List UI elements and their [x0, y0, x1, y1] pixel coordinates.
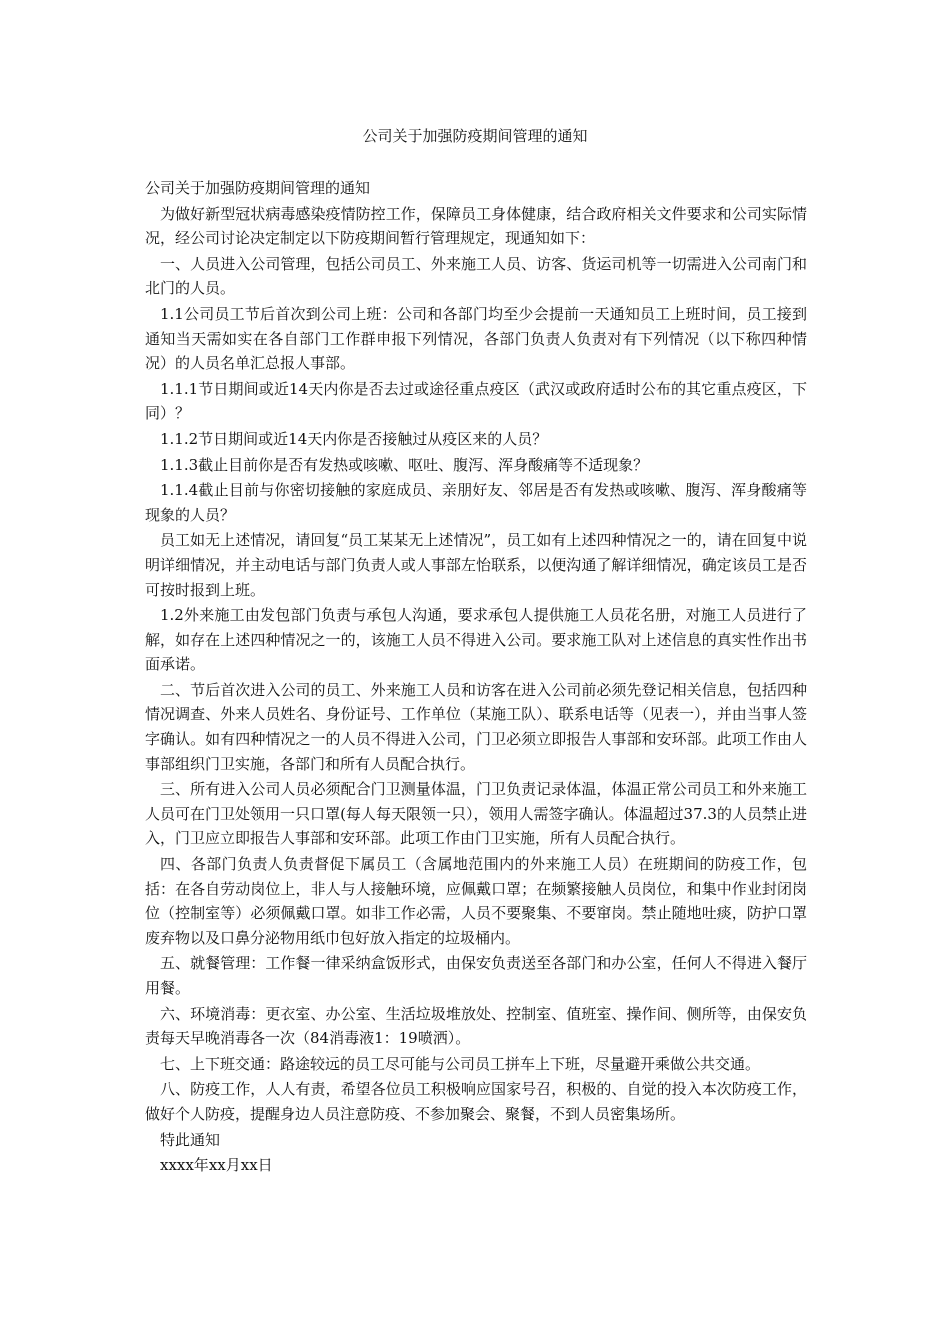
- paragraph-section-4: 四、各部门负责人负责督促下属员工（含属地范围内的外来施工人员）在班期间的防疫工作，包括：在各自劳动岗位上，非人与人接触环境，应佩戴口罩；在频繁接触人员岗位，和集中作业封闭岗位（控制室等）必须佩戴口罩。如非工作必需，人员不要聚集、不要窜岗。禁止随地吐痰，防护口罩废弃物以及口鼻分泌物用纸巾包好放入指定的垃圾桶内。: [145, 855, 807, 947]
- paragraph-1-2: 1.2外来施工由发包部门负责与承包人沟通，要求承包人提供施工人员花名册，对施工人员进行了解，如存在上述四种情况之一的，该施工人员不得进入公司。要求施工队对上述信息的真实性作出书面承诺。: [145, 606, 807, 674]
- closing-notice: 特此通知: [160, 1130, 221, 1149]
- paragraph-reply-instructions: 员工如无上述情况，请回复“员工某某无上述情况”，员工如有上述四种情况之一的，请在回复中说明详细情况，并主动电话与部门负责人或人事部左怡联系，以便沟通了解详细情况，确定该员工是否可按时报到上班。: [145, 531, 807, 599]
- paragraph-1-1: 1.1公司员工节后首次到公司上班：公司和各部门均至少会提前一天通知员工上班时间，员工接到通知当天需如实在各自部门工作群申报下列情况，各部门负责人负责对有下列情况（以下称四种情况）的人员名单汇总报人事部。: [145, 304, 807, 373]
- paragraph-intro: 为做好新型冠状病毒感染疫情防控工作，保障员工身体健康，结合政府相关文件要求和公司实际情况，经公司讨论决定制定以下防疫期间暂行管理规定，现通知如下：: [145, 204, 807, 248]
- paragraph-1-1-4: 1.1.4截止目前与你密切接触的家庭成员、亲朋好友、邻居是否有发热或咳嗽、腹泻、浑身酸痛等现象的人员？: [145, 481, 807, 524]
- paragraph-section-6: 六、环境消毒：更衣室、办公室、生活垃圾堆放处、控制室、值班室、操作间、侧所等，由保安负责每天早晚消毒各一次（84消毒液1：19喷洒）。: [145, 1004, 807, 1048]
- paragraph-section-7: 七、上下班交通：路途较远的员工尽可能与公司员工拼车上下班，尽量避开乘做公共交通。: [160, 1054, 761, 1073]
- document-body: [145, 176, 807, 1179]
- paragraph-section-1: 一、人员进入公司管理，包括公司员工、外来施工人员、访客、货运司机等一切需进入公司南门和北门的人员。: [145, 254, 807, 298]
- paragraph-section-2: 二、节后首次进入公司的员工、外来施工人员和访客在进入公司前必须先登记相关信息，包括四种情况调查、外来人员姓名、身份证号、工作单位（某施工队）、联系电话等（见表一），并由当事人签字确认。如有四种情况之一的人员不得进入公司，门卫必须立即报告人事部和安环部。此项工作由人事部组织门卫实施，各部门和所有人员配合执行。: [145, 680, 807, 773]
- document-title: 公司关于加强防疫期间管理的通知: [362, 127, 588, 145]
- paragraph-1-1-1: 1.1.1节日期间或近14天内你是否去过或途径重点疫区（武汉或政府适时公布的其它重点疫区，下同）？: [145, 379, 807, 423]
- paragraph-section-3: 三、所有进入公司人员必须配合门卫测量体温，门卫负责记录体温，体温正常公司员工和外来施工人员可在门卫处领用一只口罩(每人每天限领一只），领用人需签字确认。体温超过37.3的人员禁止进入，门卫应立即报告人事部和安环部。此项工作由门卫实施，所有人员配合执行。: [145, 780, 807, 848]
- document-date: xxxx年xx月xx日: [160, 1156, 273, 1175]
- paragraph-section-8: 八、防疫工作，人人有责，希望各位员工积极响应国家号召，积极的、自觉的投入本次防疫工作，做好个人防疫，提醒身边人员注意防疫、不参加聚会、聚餐，不到人员密集场所。: [145, 1080, 807, 1123]
- document-subtitle: 公司关于加强防疫期间管理的通知: [145, 179, 371, 197]
- paragraph-1-1-3: 1.1.3截止目前你是否有发热或咳嗽、呕吐、腹泻、浑身酸痛等不适现象？: [160, 455, 649, 474]
- paragraph-section-5: 五、就餐管理：工作餐一律采纳盒饭形式，由保安负责送至各部门和办公室，任何人不得进入餐厅用餐。: [145, 954, 807, 997]
- paragraph-1-1-2: 1.1.2节日期间或近14天内你是否接触过从疫区来的人员？: [160, 429, 548, 448]
